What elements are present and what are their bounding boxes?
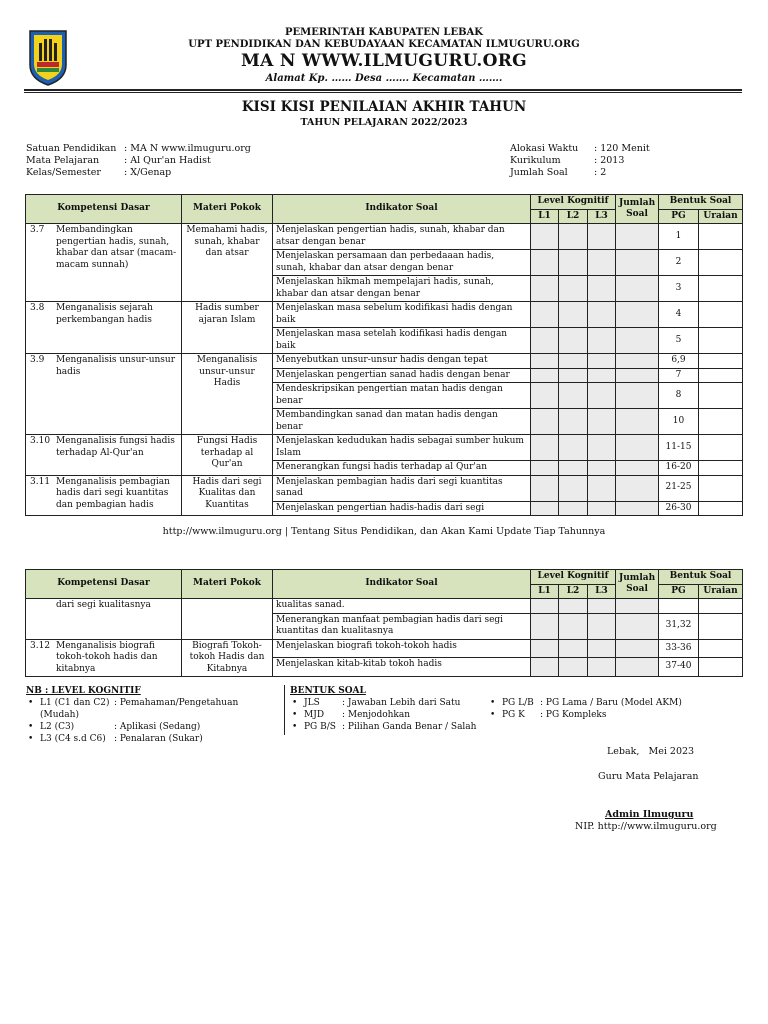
jumlah-cell	[616, 461, 659, 476]
l3-cell	[588, 302, 616, 328]
pg-cell: 26-30	[659, 501, 699, 516]
pg-cell: 2	[659, 250, 699, 276]
uraian-cell	[699, 658, 743, 677]
pg-cell: 37-40	[659, 658, 699, 677]
l2-cell	[559, 250, 588, 276]
pg-cell: 16-20	[659, 461, 699, 476]
th-materi-pokok: Materi Pokok	[182, 570, 273, 599]
kd-cell	[26, 435, 182, 476]
indikator-cell: kualitas sanad.	[273, 599, 531, 614]
indikator-cell: Menjelaskan kedudukan hadis sebagai sumber hukum Islam	[273, 435, 531, 461]
bentuk-key: PG L/B	[502, 698, 534, 708]
indikator-cell: Menjelaskan hikmah mempelajari hadis, sunah, khabar dan atsar dengan benar	[273, 276, 531, 302]
l2-cell	[559, 409, 588, 435]
indikator-cell: Menjelaskan pembagian hadis dari segi kuantitas sanad	[273, 475, 531, 501]
jumlah-cell	[616, 276, 659, 302]
th-l2: L2	[559, 209, 588, 224]
th-uraian: Uraian	[699, 584, 743, 599]
jumlah-cell	[616, 250, 659, 276]
l3-cell	[588, 276, 616, 302]
th-pg: PG	[659, 584, 699, 599]
l1-cell	[531, 302, 559, 328]
th-l3: L3	[588, 209, 616, 224]
l3-cell	[588, 501, 616, 516]
l3-cell	[588, 354, 616, 369]
signature-name: Admin Ilmuguru	[605, 809, 694, 820]
table-row	[26, 475, 743, 501]
indikator-cell: Menjelaskan masa sebelum kodifikasi hadis dengan baik	[273, 302, 531, 328]
table-row	[26, 599, 743, 614]
l3-cell	[588, 475, 616, 501]
kd-number: 3.7	[30, 225, 45, 235]
header-divider	[24, 89, 742, 93]
nb-level-kognitif	[26, 685, 278, 745]
materi-cell: Biografi Tokoh-tokoh Hadis dan Kitabnya	[182, 639, 273, 677]
l3-cell	[588, 409, 616, 435]
th-pg: PG	[659, 209, 699, 224]
meta-label: Mata Pelajaran	[26, 155, 100, 166]
jumlah-cell	[616, 501, 659, 516]
indikator-cell: Menerangkan fungsi hadis terhadap al Qur'an	[273, 461, 531, 476]
pg-cell: 5	[659, 328, 699, 354]
nb-value: : Aplikasi (Sedang)	[114, 722, 201, 732]
nb-key: L2 (C3)	[40, 722, 75, 732]
table-row	[26, 435, 743, 461]
jumlah-cell	[616, 368, 659, 383]
th-kompetensi-dasar: Kompetensi Dasar	[26, 570, 182, 599]
pg-cell	[659, 599, 699, 614]
bentuk-title: BENTUK SOAL	[290, 686, 366, 696]
l1-cell	[531, 501, 559, 516]
kd-cell	[26, 599, 182, 640]
indikator-cell: Menjelaskan biografi tokoh-tokoh hadis	[273, 639, 531, 658]
jumlah-cell	[616, 383, 659, 409]
nb-item	[26, 697, 278, 721]
l2-cell	[559, 501, 588, 516]
meta-label: Jumlah Soal	[510, 167, 568, 178]
bentuk-item	[488, 709, 688, 721]
indikator-cell: Menjelaskan masa setelah kodifikasi hadis dengan baik	[273, 328, 531, 354]
l2-cell	[559, 613, 588, 639]
header-line-1: PEMERINTAH KABUPATEN LEBAK	[284, 27, 483, 38]
materi-cell: Menganalisis unsur-unsur Hadis	[182, 354, 273, 435]
jumlah-cell	[616, 613, 659, 639]
materi-cell	[182, 599, 273, 640]
kd-cell	[26, 475, 182, 516]
jumlah-cell	[616, 475, 659, 501]
l3-cell	[588, 658, 616, 677]
l1-cell	[531, 354, 559, 369]
l3-cell	[588, 383, 616, 409]
uraian-cell	[699, 224, 743, 250]
l1-cell	[531, 461, 559, 476]
kd-cell	[26, 639, 182, 677]
jumlah-cell	[616, 639, 659, 658]
nb-value: : Penalaran (Sukar)	[114, 734, 203, 744]
nb-title: NB : LEVEL KOGNITIF	[26, 686, 141, 696]
kd-number: 3.9	[30, 355, 45, 365]
l2-cell	[559, 599, 588, 614]
table-row	[26, 354, 743, 369]
l3-cell	[588, 224, 616, 250]
meta-value: : X/Genap	[124, 167, 172, 178]
th-indikator-soal: Indikator Soal	[273, 570, 531, 599]
l1-cell	[531, 658, 559, 677]
jumlah-cell	[616, 658, 659, 677]
th-jumlah-soal: Jumlah Soal	[616, 195, 659, 224]
meta-value: : 2013	[594, 155, 625, 166]
l2-cell	[559, 276, 588, 302]
th-materi-pokok: Materi Pokok	[182, 195, 273, 224]
th-bentuk-soal: Bentuk Soal	[659, 570, 743, 585]
l2-cell	[559, 475, 588, 501]
pg-cell: 11-15	[659, 435, 699, 461]
uraian-cell	[699, 383, 743, 409]
kd-number: 3.12	[30, 640, 51, 651]
th-l1: L1	[531, 209, 559, 224]
pg-cell: 4	[659, 302, 699, 328]
kd-text: Menganalisis sejarah perkembangan hadis	[56, 303, 153, 325]
meta-left	[26, 143, 251, 179]
jumlah-cell	[616, 409, 659, 435]
meta-value: : 120 Menit	[594, 143, 650, 154]
school-address: Alamat Kp. …… Desa ……. Kecamatan …….	[265, 73, 503, 84]
uraian-cell	[699, 409, 743, 435]
materi-cell: Memahami hadis, sunah, khabar dan atsar	[182, 224, 273, 302]
header-line-2: UPT PENDIDIKAN DAN KEBUDAYAAN KECAMATAN ILMUGURU.ORG	[188, 39, 580, 50]
kd-text: dari segi kualitasnya	[56, 600, 151, 610]
indikator-cell: Mendeskripsikan pengertian matan hadis dengan benar	[273, 383, 531, 409]
document-title: KISI KISI PENILAIAN AKHIR TAHUN	[241, 99, 527, 115]
l1-cell	[531, 639, 559, 658]
footer-url: http://www.ilmuguru.org | Tentang Situs Pendidikan, dan Akan Kami Update Tiap Tahunnya	[162, 526, 606, 537]
l2-cell	[559, 435, 588, 461]
kd-text: Menganalisis pembagian hadis dari segi kuantitas dan pembagian hadis	[56, 476, 170, 510]
pg-cell: 31,32	[659, 613, 699, 639]
th-l3: L3	[588, 584, 616, 599]
indikator-cell: Menjelaskan pengertian sanad hadis dengan benar	[273, 368, 531, 383]
th-l1: L1	[531, 584, 559, 599]
nb-divider	[284, 685, 285, 735]
school-name: MA N WWW.ILMUGURU.ORG	[241, 51, 527, 71]
nb-key: L3 (C4 s.d C6)	[40, 734, 106, 744]
th-level-kognitif: Level Kognitif	[531, 195, 616, 210]
jumlah-cell	[616, 302, 659, 328]
th-uraian: Uraian	[699, 209, 743, 224]
l2-cell	[559, 224, 588, 250]
meta-right	[510, 143, 650, 179]
kd-cell	[26, 302, 182, 354]
jumlah-cell	[616, 354, 659, 369]
jumlah-cell	[616, 599, 659, 614]
l3-cell	[588, 250, 616, 276]
l3-cell	[588, 368, 616, 383]
pg-cell: 33-36	[659, 639, 699, 658]
uraian-cell	[699, 599, 743, 614]
bentuk-soal-2	[488, 697, 688, 721]
pg-cell: 21-25	[659, 475, 699, 501]
th-kompetensi-dasar: Kompetensi Dasar	[26, 195, 182, 224]
bentuk-value: : Pilihan Ganda Benar / Salah	[342, 722, 477, 732]
meta-label: Alokasi Waktu	[510, 143, 579, 154]
pg-cell: 6,9	[659, 354, 699, 369]
uraian-cell	[699, 461, 743, 476]
meta-label: Kelas/Semester	[26, 167, 101, 178]
l2-cell	[559, 328, 588, 354]
nb-value: : Pemahaman/Pengetahuan (Mudah)	[40, 698, 239, 720]
indikator-cell: Menjelaskan kitab-kitab tokoh hadis	[273, 658, 531, 677]
pg-cell: 1	[659, 224, 699, 250]
bentuk-item	[290, 697, 490, 709]
nb-key: L1 (C1 dan C2)	[40, 698, 110, 708]
l2-cell	[559, 368, 588, 383]
l3-cell	[588, 435, 616, 461]
l1-cell	[531, 250, 559, 276]
kd-text: Menganalisis unsur-unsur hadis	[56, 355, 176, 377]
l2-cell	[559, 302, 588, 328]
l1-cell	[531, 599, 559, 614]
kd-text: Menganalisis fungsi hadis terhadap Al-Qur'an	[56, 436, 175, 458]
meta-value: : Al Qur'an Hadist	[124, 155, 211, 166]
kd-text: Membandingkan pengertian hadis, sunah, khabar dan atsar (macam-macam sunnah)	[56, 225, 177, 270]
l1-cell	[531, 224, 559, 250]
l2-cell	[559, 639, 588, 658]
pg-cell: 10	[659, 409, 699, 435]
uraian-cell	[699, 302, 743, 328]
uraian-cell	[699, 639, 743, 658]
uraian-cell	[699, 328, 743, 354]
pg-cell: 3	[659, 276, 699, 302]
uraian-cell	[699, 354, 743, 369]
materi-cell: Hadis sumber ajaran Islam	[182, 302, 273, 354]
l1-cell	[531, 276, 559, 302]
pg-cell: 7	[659, 368, 699, 383]
l1-cell	[531, 368, 559, 383]
th-bentuk-soal: Bentuk Soal	[659, 195, 743, 210]
signature-nip: NIP. http://www.ilmuguru.org	[575, 821, 717, 832]
materi-cell: Fungsi Hadis terhadap al Qur'an	[182, 435, 273, 476]
th-indikator-soal: Indikator Soal	[273, 195, 531, 224]
l3-cell	[588, 328, 616, 354]
l3-cell	[588, 599, 616, 614]
jumlah-cell	[616, 328, 659, 354]
bentuk-key: PG B/S	[304, 722, 336, 732]
uraian-cell	[699, 475, 743, 501]
table-row	[26, 639, 743, 658]
table-body-page-2	[26, 599, 743, 677]
table-row	[26, 224, 743, 250]
l3-cell	[588, 461, 616, 476]
bentuk-value: : Menjodohkan	[342, 710, 411, 720]
uraian-cell	[699, 435, 743, 461]
signature-role: Guru Mata Pelajaran	[598, 771, 699, 782]
materi-cell: Hadis dari segi Kualitas dan Kuantitas	[182, 475, 273, 516]
l1-cell	[531, 613, 559, 639]
kisi-table-page-1	[25, 194, 743, 516]
bentuk-key: PG K	[502, 710, 525, 720]
l1-cell	[531, 328, 559, 354]
l1-cell	[531, 475, 559, 501]
bentuk-item	[290, 709, 490, 721]
bentuk-item	[488, 697, 688, 709]
indikator-cell: Membandingkan sanad dan matan hadis dengan benar	[273, 409, 531, 435]
kd-number: 3.11	[30, 476, 51, 487]
bentuk-key: MJD	[304, 710, 325, 720]
bentuk-value: : Jawaban Lebih dari Satu	[342, 698, 461, 708]
kd-number	[30, 600, 56, 612]
kd-cell	[26, 354, 182, 435]
uraian-cell	[699, 501, 743, 516]
kd-number: 3.8	[30, 303, 45, 313]
jumlah-cell	[616, 435, 659, 461]
l2-cell	[559, 354, 588, 369]
indikator-cell: Menyebutkan unsur-unsur hadis dengan tepat	[273, 354, 531, 369]
meta-value: : 2	[594, 167, 607, 178]
uraian-cell	[699, 250, 743, 276]
table-row	[26, 302, 743, 328]
document-subtitle: TAHUN PELAJARAN 2022/2023	[300, 117, 468, 128]
l1-cell	[531, 409, 559, 435]
indikator-cell: Menjelaskan pengertian hadis-hadis dari segi	[273, 501, 531, 516]
bentuk-value: : PG Kompleks	[540, 710, 607, 720]
indikator-cell: Menjelaskan pengertian hadis, sunah, khabar dan atsar dengan benar	[273, 224, 531, 250]
meta-label: Satuan Pendidikan	[26, 143, 117, 154]
l2-cell	[559, 658, 588, 677]
bentuk-key: JLS	[304, 698, 320, 708]
l2-cell	[559, 461, 588, 476]
pg-cell: 8	[659, 383, 699, 409]
l3-cell	[588, 639, 616, 658]
l3-cell	[588, 613, 616, 639]
indikator-cell: Menjelaskan persamaan dan perbedaaan hadis, sunah, khabar dan atsar dengan benar	[273, 250, 531, 276]
meta-value: : MA N www.ilmuguru.org	[124, 143, 251, 154]
l1-cell	[531, 383, 559, 409]
indikator-cell: Menerangkan manfaat pembagian hadis dari segi kuantitas dan kualitasnya	[273, 613, 531, 639]
th-l2: L2	[559, 584, 588, 599]
uraian-cell	[699, 276, 743, 302]
meta-label: Kurikulum	[510, 155, 561, 166]
bentuk-soal	[290, 685, 490, 733]
th-jumlah-soal: Jumlah Soal	[616, 570, 659, 599]
uraian-cell	[699, 368, 743, 383]
th-level-kognitif: Level Kognitif	[531, 570, 616, 585]
bentuk-value: : PG Lama / Baru (Model AKM)	[540, 698, 682, 708]
signature-place-date: Lebak, Mei 2023	[607, 746, 695, 757]
kd-text: Menganalisis biografi tokoh-tokoh hadis dan kitabnya	[56, 640, 158, 674]
jumlah-cell	[616, 224, 659, 250]
l2-cell	[559, 383, 588, 409]
nb-item	[26, 721, 278, 733]
nb-item	[26, 733, 278, 745]
kd-cell	[26, 224, 182, 302]
kisi-table-page-2	[25, 569, 743, 677]
table-body-page-1	[26, 224, 743, 516]
bentuk-item	[290, 721, 490, 733]
kd-number: 3.10	[30, 436, 51, 446]
uraian-cell	[699, 613, 743, 639]
l1-cell	[531, 435, 559, 461]
